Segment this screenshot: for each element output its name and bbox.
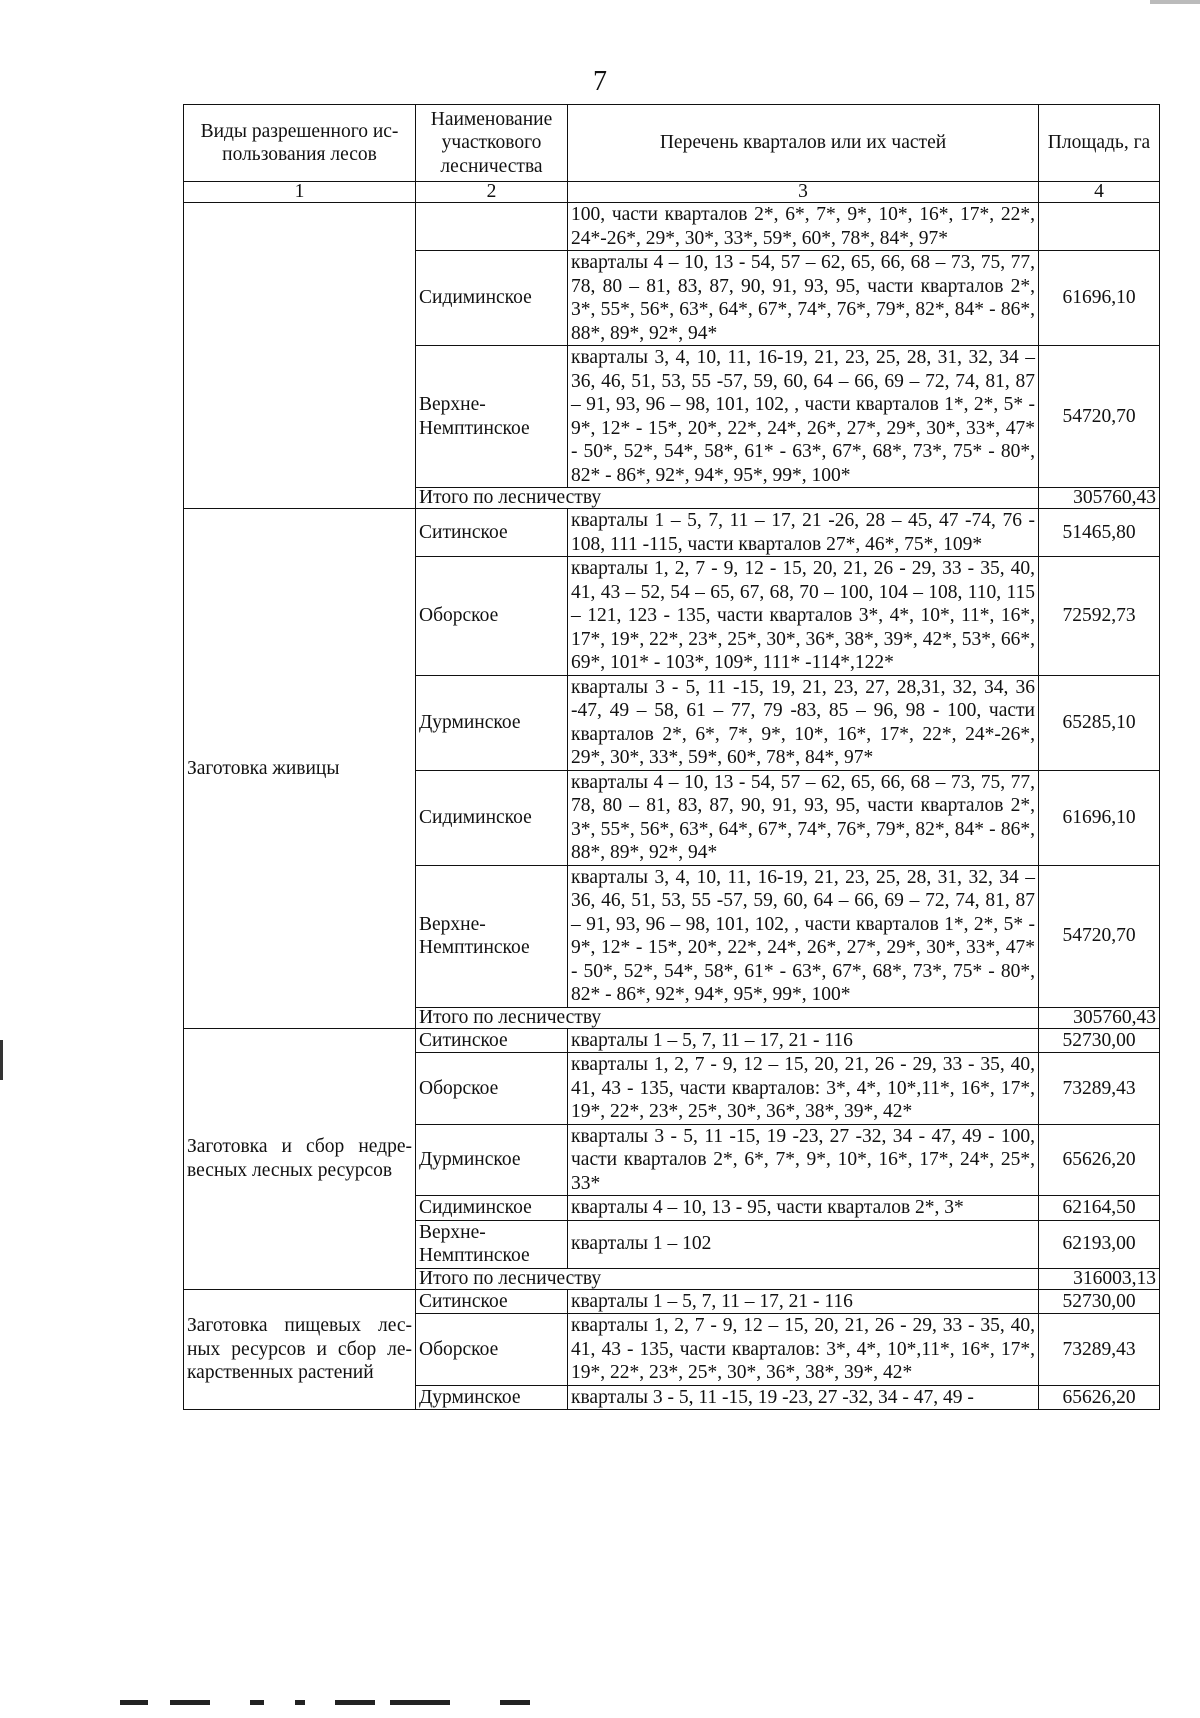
forestry-cell: Ситинское: [416, 509, 568, 557]
quarters-cell: кварталы 4 – 10, 13 - 54, 57 – 62, 65, 66, 68 – 73, 75, 77, 78, 80 – 81, 83, 87, 90, 91, 93, 95, части кварталов 2*, 3*, 55*, 56*, 63*, 64*, 67*, 74*, 76*, 79*, 82*, 84* - 86*, 88*, 89*, 92*, 94*: [568, 251, 1039, 346]
total-area: 305760,43: [1039, 488, 1160, 509]
total-label: Итого по лесничеству: [416, 1007, 1039, 1028]
area-cell: 62193,00: [1039, 1220, 1160, 1268]
total-label: Итого по лесничеству: [416, 488, 1039, 509]
quarters-cell: кварталы 1, 2, 7 - 9, 12 – 15, 20, 21, 26 - 29, 33 - 35, 40, 41, 43 - 135, части кварталов: 3*, 4*, 10*,11*, 16*, 17*, 19*, 22*, 23*, 25*, 30*, 36*, 38*, 39*, 42*: [568, 1314, 1039, 1386]
forestry-cell: Ситинское: [416, 1028, 568, 1053]
use-type-cell-continued: [184, 203, 416, 509]
use-type-cell: [184, 1028, 416, 1289]
area-cell: [1039, 203, 1160, 251]
forestry-cell: [416, 203, 568, 251]
table-row: [184, 203, 1160, 251]
forestry-cell: Оборское: [416, 557, 568, 676]
area-cell: 52730,00: [1039, 1289, 1160, 1314]
forestry-cell: Сидиминское: [416, 1196, 568, 1221]
quarters-cell: кварталы 3 - 5, 11 -15, 19 -23, 27 -32, 34 - 47, 49 -: [568, 1385, 1039, 1410]
header-row: [184, 105, 1160, 182]
total-area: 305760,43: [1039, 1007, 1160, 1028]
area-cell: 54720,70: [1039, 865, 1160, 1007]
area-cell: 61696,10: [1039, 770, 1160, 865]
area-cell: 61696,10: [1039, 251, 1160, 346]
area-cell: 65626,20: [1039, 1124, 1160, 1196]
area-cell: 52730,00: [1039, 1028, 1160, 1053]
quarters-cell: кварталы 3, 4, 10, 11, 16-19, 21, 23, 25, 28, 31, 32, 34 – 36, 46, 51, 53, 55 -57, 59, 60, 64 – 66, 69 – 72, 74, 81, 87 – 91, 93, 96 – 98, 101, 102, , части кварталов 1*, 2*, 5* - 9*, 12* - 15*, 20*, 22*, 24*, 26*, 27*, 29*, 30*, 33*, 47* - 50*, 52*, 54*, 58*, 61* - 63*, 67*, 68*, 73*, 75* - 80*, 82* - 86*, 92*, 94*, 95*, 99*, 100*: [568, 865, 1039, 1007]
table-row: [184, 1028, 1160, 1053]
quarters-cell: кварталы 1 – 5, 7, 11 – 17, 21 - 116: [568, 1289, 1039, 1314]
total-area: 316003,13: [1039, 1268, 1160, 1289]
forestry-cell: Дурминское: [416, 675, 568, 770]
header-forestry: Наименование участкового лесничества: [416, 105, 568, 182]
total-label: Итого по лесничеству: [416, 1268, 1039, 1289]
scan-edge-mark: [0, 1040, 3, 1080]
use-type-label: Заготовка пищевых лес-ных ресурсов и сбор ле-карственных растений: [187, 1315, 412, 1383]
forestry-cell: Сидиминское: [416, 251, 568, 346]
forestry-cell: Верхне-Немптинское: [416, 346, 568, 488]
scan-corner-mark: [1150, 0, 1200, 4]
forestry-cell: Сидиминское: [416, 770, 568, 865]
column-number: 1: [184, 182, 416, 203]
quarters-cell: кварталы 3 - 5, 11 -15, 19, 21, 23, 27, 28,31, 32, 34, 36 -47, 49 – 58, 61 – 77, 79 -83, 85 – 96, 98 - 100, части кварталов 2*, 6*, 7*, 9*, 10*, 16*, 17*, 22*, 24*-26*, 29*, 30*, 33*, 59*, 60*, 78*, 84*, 97*: [568, 675, 1039, 770]
quarters-cell: кварталы 3 - 5, 11 -15, 19 -23, 27 -32, 34 - 47, 49 - 100, части кварталов 2*, 6*, 7*, 9*, 10*, 16*, 17*, 24*, 25*, 33*: [568, 1124, 1039, 1196]
quarters-cell: кварталы 1, 2, 7 - 9, 12 – 15, 20, 21, 26 - 29, 33 - 35, 40, 41, 43 - 135, части кварталов: 3*, 4*, 10*,11*, 16*, 17*, 19*, 22*, 23*, 25*, 30*, 36*, 38*, 39*, 42*: [568, 1053, 1039, 1125]
quarters-cell: кварталы 4 – 10, 13 - 54, 57 – 62, 65, 66, 68 – 73, 75, 77, 78, 80 – 81, 83, 87, 90, 91, 93, 95, части кварталов 2*, 3*, 55*, 56*, 63*, 64*, 67*, 74*, 76*, 79*, 82*, 84* - 86*, 88*, 89*, 92*, 94*: [568, 770, 1039, 865]
use-type-cell: [184, 1289, 416, 1410]
area-cell: 65285,10: [1039, 675, 1160, 770]
forestry-cell: Оборское: [416, 1053, 568, 1125]
area-cell: 72592,73: [1039, 557, 1160, 676]
quarters-cell: 100, части кварталов 2*, 6*, 7*, 9*, 10*, 16*, 17*, 22*, 24*-26*, 29*, 30*, 33*, 59*, 60*, 78*, 84*, 97*: [568, 203, 1039, 251]
quarters-cell: кварталы 1 – 5, 7, 11 – 17, 21 -26, 28 – 45, 47 -74, 76 - 108, 111 -115, части кварталов 27*, 46*, 75*, 109*: [568, 509, 1039, 557]
scan-bottom-marks: [100, 1700, 1100, 1706]
area-cell: 73289,43: [1039, 1314, 1160, 1386]
use-type-cell: Заготовка живицы: [184, 509, 416, 1029]
forestry-cell: Дурминское: [416, 1124, 568, 1196]
forestry-cell: Оборское: [416, 1314, 568, 1386]
area-cell: 65626,20: [1039, 1385, 1160, 1410]
forestry-cell: Ситинское: [416, 1289, 568, 1314]
area-cell: 54720,70: [1039, 346, 1160, 488]
table-row: [184, 1289, 1160, 1314]
area-cell: 51465,80: [1039, 509, 1160, 557]
column-number-row: [184, 182, 1160, 203]
quarters-cell: кварталы 3, 4, 10, 11, 16-19, 21, 23, 25, 28, 31, 32, 34 – 36, 46, 51, 53, 55 -57, 59, 60, 64 – 66, 69 – 72, 74, 81, 87 – 91, 93, 96 – 98, 101, 102, , части кварталов 1*, 2*, 5* - 9*, 12* - 15*, 20*, 22*, 24*, 26*, 27*, 29*, 30*, 33*, 47* - 50*, 52*, 54*, 58*, 61* - 63*, 67*, 68*, 73*, 75* - 80*, 82* - 86*, 92*, 94*, 95*, 99*, 100*: [568, 346, 1039, 488]
header-area: Площадь, га: [1039, 105, 1160, 182]
column-number: 4: [1039, 182, 1160, 203]
column-number: 2: [416, 182, 568, 203]
header-use-type: Виды разрешенного ис-пользования лесов: [184, 105, 416, 182]
forestry-cell: Верхне-Немптинское: [416, 865, 568, 1007]
table-row: [184, 509, 1160, 557]
quarters-cell: кварталы 1 – 102: [568, 1220, 1039, 1268]
column-number: 3: [568, 182, 1039, 203]
area-cell: 73289,43: [1039, 1053, 1160, 1125]
quarters-cell: кварталы 1 – 5, 7, 11 – 17, 21 - 116: [568, 1028, 1039, 1053]
forestry-cell: Дурминское: [416, 1385, 568, 1410]
use-type-label: Заготовка и сбор недре-весных лесных ресурсов: [187, 1136, 412, 1181]
quarters-cell: кварталы 1, 2, 7 - 9, 12 - 15, 20, 21, 26 - 29, 33 - 35, 40, 41, 43 – 52, 54 – 65, 67, 68, 70 – 100, 104 – 108, 110, 115 – 121, 123 - 135, части кварталов 3*, 4*, 10*, 11*, 16*, 17*, 19*, 22*, 23*, 25*, 30*, 36*, 38*, 39*, 42*, 53*, 66*, 69*, 101* - 103*, 109*, 111* -114*,122*: [568, 557, 1039, 676]
area-cell: 62164,50: [1039, 1196, 1160, 1221]
quarters-cell: кварталы 4 – 10, 13 - 95, части кварталов 2*, 3*: [568, 1196, 1039, 1221]
header-quarters: Перечень кварталов или их частей: [568, 105, 1039, 182]
forestry-cell: Верхне-Немптинское: [416, 1220, 568, 1268]
forest-use-table: [183, 104, 1160, 1410]
page-number: 7: [593, 66, 607, 97]
